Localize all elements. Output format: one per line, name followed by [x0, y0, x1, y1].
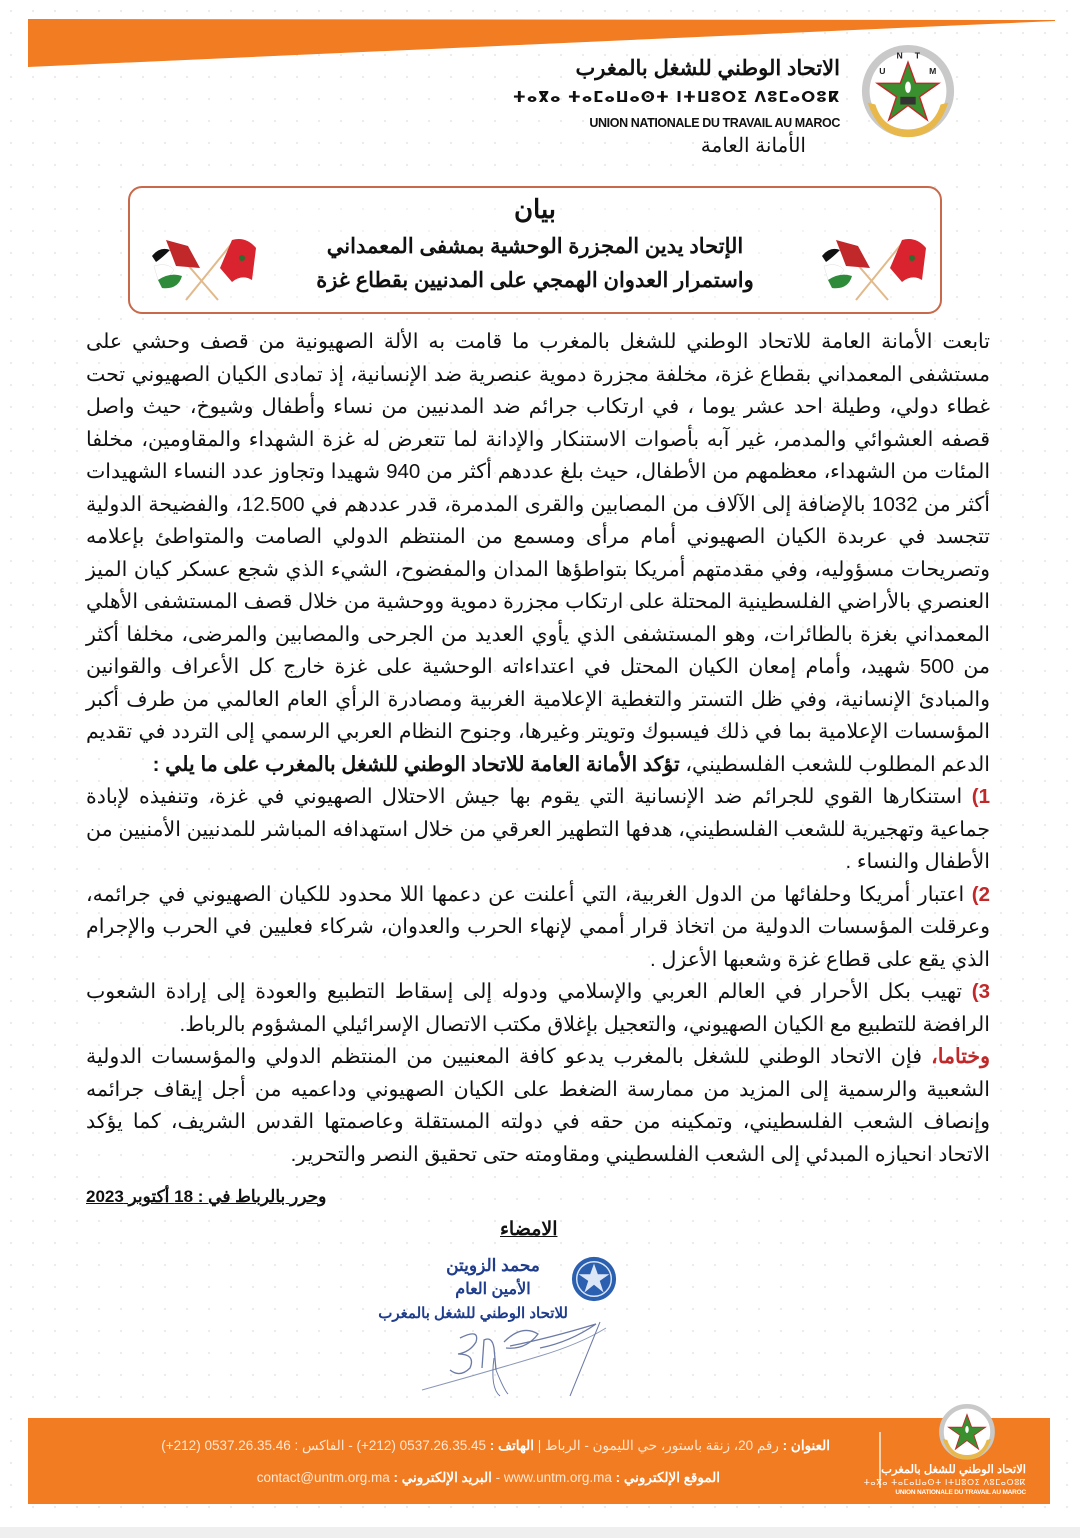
address-label: العنوان : [782, 1438, 830, 1453]
closing-text: فإن الاتحاد الوطني للشغل بالمغرب يدعو كافة المعنيين من المنتظم الدولي والمؤسسات الدولية الشعبية والرسمية إلى المزيد من ممارسة الضغط على الكيان الصهيوني وداعميه من أجل إيقاف جرائمه وإنصاف الشعب الفلسطيني، وتمكينه من حقه في دولته المستقلة وعاصمتها القدس الشريف، كما يؤكد الاتحاد انحيازه المبدئي إلى الشعب الفلسطيني ومقاومته حتى تحقيق النصر والتحرير. [86, 1045, 990, 1166]
palestine-flag-icon [166, 240, 200, 268]
point-number: 2) [971, 882, 990, 906]
svg-text:M: M [929, 65, 937, 76]
signature-title: الامضاء [500, 1219, 558, 1240]
signature-block [378, 1254, 568, 1326]
closing-paragraph [86, 1041, 990, 1171]
blue-star-stamp-icon [570, 1255, 618, 1303]
palestine-flag-icon [836, 240, 870, 268]
handwritten-signature-icon [420, 1318, 610, 1398]
intro-bold-text: تؤكد الأمانة العامة للاتحاد الوطني للشغل بالمغرب على ما يلي : [152, 752, 680, 776]
footer-contact-line-2 [257, 1470, 720, 1486]
point-1 [86, 781, 990, 879]
intro-paragraph [86, 326, 990, 781]
org-name-arabic: الاتحاد الوطني للشغل بالمغرب [575, 57, 840, 80]
address-value: رقم 20، زنقة باستور، حي الليمون - الرباط | [533, 1438, 783, 1453]
untm-star-logo-icon [938, 1404, 996, 1462]
signer-org: للاتحاد الوطني للشغل بالمغرب [378, 1305, 568, 1322]
point-number: 3) [971, 980, 990, 1003]
intro-text: تابعت الأمانة العامة للاتحاد الوطني للشغل بالمغرب ما قامت به الألة الصهيونية من قصف وحشي على مستشفى المعمداني بقطاع غزة، مخلفة مجزرة دموية عنصرية ضد الإنسانية، إذ تمادى الكيان الصهيوني تحت غطاء دولي، وطيلة احد عشر يوما ، في ارتكاب جرائم ضد المدنيين من نساء وأطفال وشيوخ، حيث واصل قصفه العشوائي والمدمر، غير آبه بأصوات الاستنكار والإدانة لما تتعرض له غزة الشهداء والمقاومين، مخلفا المئات من الشهداء، معظمهم من الأطفال، حيث بلغ عددهم أكثر من 940 شهيدا وتجاوز عدد النساء الشهيدات أكثر من 1032 بالإضافة إلى الآلاف من المصابين والقرى المدمرة، قدر عددهم في 12.500، والفضيحة الدولية تتجسد في عربدة الكيان الصهيوني أمام مرأى ومسمع من المنتظم الدولي الصامت والمتواطئ بإعلامه وتصريحات مسؤوليه، وفي مقدمتهم أمريكا بتواطؤها المدان والمفضوح، الشيء الذي شجع عسكر كيان الميز العنصري بالأراضي الفلسطينية المحتلة على ارتكاب مجزرة دموية ووحشية من خلال قصف المستشفى الأهلي المعمداني بغزة بالطائرات، وهو المستشفى الذي يأوي العديد من الجرحى والمصابين والمرضى، مخلفا أكثر من 500 شهيد، وأمام إمعان الكيان المحتل في اعتداءاته الوحشية على غزة خارج كل الأعراف والقوانين والمبادئ الإنسانية، وفي ظل التستر والتغطية الإعلامية الغربية ومصادرة الرأي العام العالمي من طرف أكبر المؤسسات الإعلامية بما في ذلك فيسبوك وتويتر وغيرها، وجنوح النظام العربي الرسمي إلى التردد في تقديم الدعم المطلوب للشعب الفلسطيني، [86, 330, 991, 776]
footer-org-name-tifinagh: ⵜⴰⴳⴰ ⵜⴰⵎⴰⵡⴰⵙⵜ ⵏⵜⵡⵓⵔⵉ ⴷⵓⵎⴰⵔⵓⴽ [863, 1478, 1026, 1487]
svg-text:U: U [879, 65, 886, 76]
phone-value: 0537.26.35.45 (212+) - [344, 1438, 490, 1453]
email-label: البريد الإلكتروني : [393, 1470, 492, 1485]
point-text: اعتبار أمريكا وحلفائها من الدول الغربية، التي أعلنت عن دعمها اللا محدود للكيان الصهيوني في جرائمه، وعرقلت المؤسسات الدولية من اتخاذ قرار أممي لإنهاء الحرب والعدوان، شركاء فعليين في الحرب والإجرام الذي يقع على قطاع غزة وشعبها الأعزل . [86, 882, 990, 971]
point-2 [86, 879, 990, 977]
svg-text:T: T [914, 50, 921, 61]
org-name-french: UNION NATIONALE DU TRAVAIL AU MAROC [589, 116, 840, 130]
signer-name: محمد الزويتن [446, 1256, 540, 1275]
footer-contact-line-1 [161, 1438, 830, 1454]
phone-label: الهاتف : [489, 1438, 534, 1453]
website-link[interactable]: www.untm.org.ma - [491, 1470, 616, 1485]
headline-line-2: واستمرار العدوان الهمجي على المدنيين بقطاع غزة [316, 269, 754, 292]
statement-body [86, 326, 990, 1171]
email-link[interactable]: contact@untm.org.ma [256, 1470, 394, 1485]
morocco-flag-icon [890, 239, 926, 282]
closing-label: وختاما، [931, 1045, 990, 1068]
svg-text:N: N [896, 50, 903, 61]
title-box [128, 186, 942, 314]
point-3 [86, 976, 990, 1041]
website-label: الموقع الإلكتروني : [615, 1470, 720, 1485]
point-text: تهيب بكل الأحرار في العالم العربي والإسلامي ودوله إلى إسقاط التطبيع والعودة إلى إرادة الشعوب الرافضة للتطبيع مع الكيان الصهيوني، والتعجيل بإغلاق مكتب الاتصال الإسرائيلي المشؤوم بالرباط. [86, 980, 990, 1036]
date-line: وحرر بالرباط في : 18 أكتوبر 2023 [86, 1187, 327, 1206]
crossed-flags-icon [148, 232, 258, 302]
fax-value: 0537.26.35.46 (212+) [161, 1438, 295, 1453]
fax-label: الفاكس : [294, 1438, 345, 1453]
signer-role: الأمين العام [455, 1281, 531, 1298]
department-title: الأمانة العامة [700, 135, 806, 157]
untm-star-logo-icon [860, 45, 956, 141]
point-number: 1) [971, 785, 990, 808]
point-text: استنكارها القوي للجرائم ضد الإنسانية التي يقوم بها جيش الاحتلال الصهيوني في غزة، وتنفيذه لإبادة جماعية وتهجيرية للشعب الفلسطيني، هدفها التطهير العرقي من خلال استهدافه المباشر للمدنيين الأمنيين من الأطفال والنساء . [86, 785, 990, 873]
morocco-flag-icon [220, 239, 256, 282]
document-heading: بيان [513, 194, 557, 224]
bottom-strip [0, 1527, 1080, 1538]
headline-line-1: الإتحاد يدين المجزرة الوحشية بمشفى المعمداني [326, 235, 744, 258]
footer-org-name-french: UNION NATIONALE DU TRAVAIL AU MAROC [895, 1489, 1026, 1496]
crossed-flags-icon [818, 232, 928, 302]
org-name-tifinagh: ⵜⴰⴳⴰ ⵜⴰⵎⴰⵡⴰⵙⵜ ⵏⵜⵡⵓⵔⵉ ⴷⵓⵎⴰⵔⵓⴽ [512, 88, 840, 106]
footer-org-name-arabic: الاتحاد الوطني للشغل بالمغرب [881, 1464, 1026, 1476]
